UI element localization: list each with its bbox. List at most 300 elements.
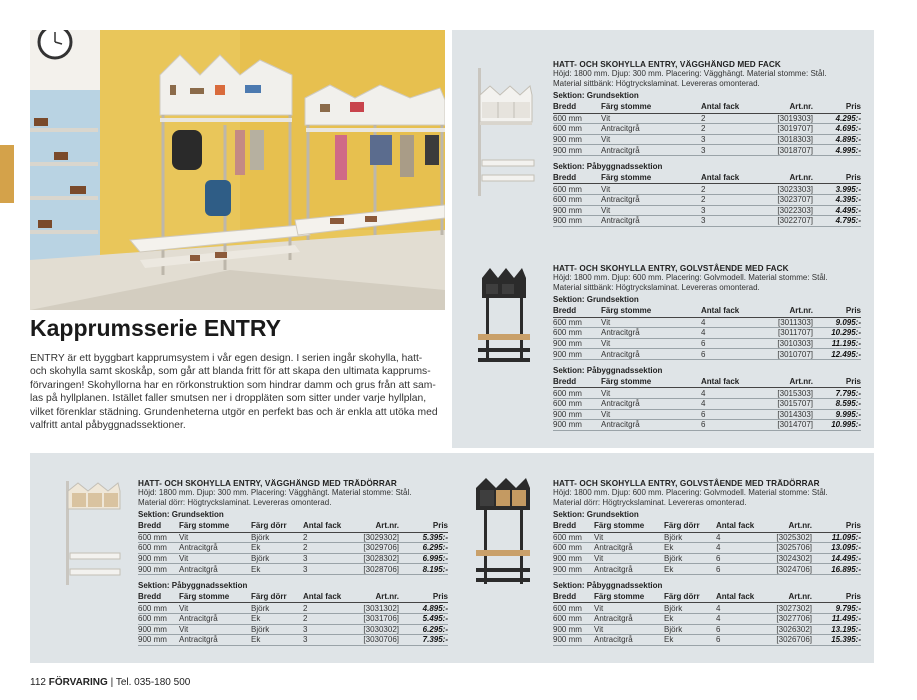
cell-price: 9.795:-	[812, 603, 861, 614]
cell-width: 900 mm	[138, 553, 179, 564]
cell-art-nr: [3030302]	[347, 624, 399, 635]
column-header: Färg stomme	[594, 592, 664, 603]
table-row	[553, 603, 861, 614]
cell-frame-color: Vit	[594, 553, 664, 564]
column-header: Färg dörr	[664, 521, 716, 532]
cell-art-nr: [3028706]	[347, 564, 399, 575]
description-line: Material dörr: Högtryckslaminat. Levereras omonterad.	[553, 498, 747, 507]
column-header: Bredd	[553, 306, 601, 317]
price-table	[553, 592, 861, 646]
column-header: Antal fack	[701, 173, 761, 184]
column-header: Antal fack	[701, 306, 761, 317]
cell-frame-color: Antracitgrå	[601, 145, 701, 156]
cell-frame-color: Antracitgrå	[601, 194, 701, 205]
cell-price: 11.495:-	[812, 613, 861, 624]
page-headline: Kapprumsserie ENTRY	[30, 315, 281, 341]
cell-price: 4.795:-	[813, 216, 861, 227]
cell-price: 6.995:-	[399, 553, 448, 564]
cell-price: 16.895:-	[812, 564, 861, 575]
cell-frame-color: Vit	[179, 624, 251, 635]
column-header: Art.nr.	[761, 377, 813, 388]
description-line: Höjd: 1800 mm. Djup: 300 mm. Placering: Vägghängt. Material stomme: Stål.	[553, 69, 827, 78]
price-table	[553, 521, 861, 575]
cell-compartments: 3	[303, 635, 347, 646]
cell-width: 900 mm	[553, 564, 594, 575]
cell-width: 600 mm	[553, 124, 601, 135]
cell-price: 5.495:-	[399, 613, 448, 624]
column-header: Pris	[399, 521, 448, 532]
cell-price: 7.795:-	[813, 388, 861, 399]
cell-compartments: 4	[701, 328, 761, 339]
cell-compartments: 3	[701, 134, 761, 145]
cell-art-nr: [3023303]	[761, 184, 813, 195]
intro-line: vilket förenklar städning. Grundenheterna utgör en perfekt bas och är enkla att utöka med	[30, 406, 438, 418]
price-table	[553, 173, 861, 227]
cell-price: 9.995:-	[813, 409, 861, 420]
cell-art-nr: [3030706]	[347, 635, 399, 646]
section-heading: Sektion: Påbyggnadssektion	[553, 365, 663, 375]
cell-frame-color: Vit	[601, 184, 701, 195]
cell-frame-color: Vit	[601, 317, 701, 328]
cell-door-color: Björk	[664, 532, 716, 543]
column-header: Art.nr.	[347, 521, 399, 532]
table-row	[553, 409, 861, 420]
description-line: Höjd: 1800 mm. Djup: 600 mm. Placering: Golvmodell. Material stomme: Stål.	[553, 273, 828, 282]
cell-door-color: Björk	[251, 603, 303, 614]
cell-width: 600 mm	[553, 328, 601, 339]
cell-art-nr: [3011303]	[761, 317, 813, 328]
cell-price: 11.095:-	[812, 532, 861, 543]
cell-door-color: Ek	[664, 635, 716, 646]
section-heading: Sektion: Påbyggnadssektion	[553, 580, 663, 590]
cell-compartments: 6	[716, 553, 760, 564]
table-row	[553, 317, 861, 328]
cell-compartments: 4	[701, 317, 761, 328]
product-wall-compartments	[553, 60, 861, 227]
cell-compartments: 6	[701, 420, 761, 431]
cell-door-color: Björk	[251, 532, 303, 543]
cell-door-color: Ek	[251, 543, 303, 554]
table-row	[553, 613, 861, 624]
intro-line: och skohylla samt skoskåp, som går att blanda fritt för att skapa den ultimata kapprums-	[30, 366, 431, 378]
cell-frame-color: Vit	[601, 409, 701, 420]
cell-frame-color: Vit	[601, 205, 701, 216]
cell-art-nr: [3022707]	[761, 216, 813, 227]
table-header-row	[553, 592, 861, 603]
cell-door-color: Björk	[664, 553, 716, 564]
table-row	[553, 532, 861, 543]
cell-art-nr: [3026706]	[760, 635, 812, 646]
cell-width: 900 mm	[553, 349, 601, 360]
cell-compartments: 4	[701, 388, 761, 399]
cell-frame-color: Vit	[601, 388, 701, 399]
column-header: Bredd	[553, 377, 601, 388]
cell-width: 900 mm	[553, 409, 601, 420]
cell-price: 10.995:-	[813, 420, 861, 431]
table-row	[553, 134, 861, 145]
product-title: HATT- OCH SKOHYLLA ENTRY, GOLVSTÅENDE MED FACK	[553, 264, 789, 273]
cell-art-nr: [3027706]	[760, 613, 812, 624]
column-header: Pris	[813, 377, 861, 388]
cell-width: 900 mm	[138, 564, 179, 575]
cell-art-nr: [3029302]	[347, 532, 399, 543]
cell-price: 3.995:-	[813, 184, 861, 195]
cell-frame-color: Antracitgrå	[594, 635, 664, 646]
cell-compartments: 3	[303, 553, 347, 564]
column-header: Färg stomme	[601, 306, 701, 317]
page-footer	[30, 677, 190, 688]
cell-compartments: 2	[701, 124, 761, 135]
table-header-row	[553, 173, 861, 184]
cell-compartments: 6	[701, 349, 761, 360]
cell-compartments: 2	[701, 113, 761, 124]
product-image-wall-doors	[60, 477, 130, 587]
cell-width: 600 mm	[138, 532, 179, 543]
product-image-floor-compartments	[468, 262, 538, 372]
section-heading: Sektion: Grundsektion	[553, 510, 639, 519]
cell-frame-color: Antracitgrå	[601, 216, 701, 227]
cell-art-nr: [3015303]	[761, 388, 813, 399]
table-row	[553, 124, 861, 135]
cell-door-color: Björk	[251, 624, 303, 635]
column-header: Pris	[813, 306, 861, 317]
price-table	[553, 377, 861, 431]
cell-art-nr: [3031706]	[347, 613, 399, 624]
table-row	[553, 328, 861, 339]
cell-door-color: Ek	[664, 564, 716, 575]
table-row	[138, 553, 448, 564]
cell-art-nr: [3018303]	[761, 134, 813, 145]
description-line: Höjd: 1800 mm. Djup: 300 mm. Placering: Vägghängt. Material stomme: Stål.	[138, 488, 412, 497]
table-row	[553, 564, 861, 575]
column-header: Färg stomme	[601, 377, 701, 388]
cell-price: 15.395:-	[812, 635, 861, 646]
price-table	[553, 102, 861, 156]
cell-width: 900 mm	[138, 635, 179, 646]
cell-width: 600 mm	[138, 543, 179, 554]
cell-price: 9.095:-	[813, 317, 861, 328]
product-title: HATT- OCH SKOHYLLA ENTRY, VÄGGHÄNGD MED FACK	[553, 60, 781, 69]
column-header: Art.nr.	[761, 102, 813, 113]
cell-compartments: 6	[716, 635, 760, 646]
cell-art-nr: [3019303]	[761, 113, 813, 124]
table-row	[553, 184, 861, 195]
cell-art-nr: [3011707]	[761, 328, 813, 339]
cell-art-nr: [3022303]	[761, 205, 813, 216]
cell-width: 900 mm	[553, 134, 601, 145]
cell-frame-color: Antracitgrå	[594, 564, 664, 575]
cell-frame-color: Vit	[179, 532, 251, 543]
cell-width: 900 mm	[553, 624, 594, 635]
cell-price: 13.195:-	[812, 624, 861, 635]
product-image-wall-compartments	[470, 60, 540, 200]
cell-price: 8.195:-	[399, 564, 448, 575]
cell-price: 4.295:-	[813, 113, 861, 124]
footer-separator: |	[110, 677, 114, 688]
description-line: Höjd: 1800 mm. Djup: 600 mm. Placering: Golvmodell. Material stomme: Stål.	[553, 488, 828, 497]
cell-frame-color: Vit	[594, 603, 664, 614]
cell-width: 900 mm	[553, 205, 601, 216]
cell-art-nr: [3015707]	[761, 398, 813, 409]
intro-line: förvaringen! Skohyllorna har en rörkonstruktion som hindrar damm och grus från att sam-	[30, 379, 436, 391]
table-row	[138, 564, 448, 575]
table-row	[553, 624, 861, 635]
cell-width: 600 mm	[553, 613, 594, 624]
cloakroom-photo	[30, 30, 445, 310]
cell-price: 4.695:-	[813, 124, 861, 135]
cell-compartments: 3	[303, 564, 347, 575]
column-header: Färg dörr	[664, 592, 716, 603]
column-header: Art.nr.	[761, 306, 813, 317]
cell-width: 900 mm	[553, 145, 601, 156]
product-title: HATT- OCH SKOHYLLA ENTRY, GOLVSTÅENDE MED TRÄDÖRRAR	[553, 479, 820, 488]
price-table	[138, 521, 448, 575]
cell-width: 600 mm	[553, 388, 601, 399]
cell-art-nr: [3026302]	[760, 624, 812, 635]
cell-frame-color: Antracitgrå	[179, 543, 251, 554]
intro-text	[30, 352, 448, 432]
cell-art-nr: [3027302]	[760, 603, 812, 614]
cell-compartments: 3	[701, 205, 761, 216]
cell-compartments: 4	[716, 532, 760, 543]
cell-art-nr: [3025706]	[760, 543, 812, 554]
cell-art-nr: [3019707]	[761, 124, 813, 135]
cell-frame-color: Antracitgrå	[594, 543, 664, 554]
column-header: Art.nr.	[760, 521, 812, 532]
table-row	[553, 113, 861, 124]
cell-width: 600 mm	[553, 317, 601, 328]
cell-width: 600 mm	[553, 398, 601, 409]
cell-frame-color: Antracitgrå	[179, 613, 251, 624]
table-row	[138, 635, 448, 646]
column-header: Färg stomme	[601, 102, 701, 113]
table-row	[553, 398, 861, 409]
cell-price: 4.895:-	[813, 134, 861, 145]
cell-art-nr: [3029706]	[347, 543, 399, 554]
section-name: FÖRVARING	[48, 677, 108, 688]
cell-frame-color: Antracitgrå	[601, 349, 701, 360]
cell-frame-color: Vit	[594, 532, 664, 543]
column-header: Pris	[813, 102, 861, 113]
cell-price: 6.295:-	[399, 624, 448, 635]
cell-door-color: Björk	[251, 553, 303, 564]
table-row	[138, 613, 448, 624]
cell-frame-color: Vit	[601, 134, 701, 145]
table-row	[553, 349, 861, 360]
column-header: Bredd	[138, 592, 179, 603]
cell-compartments: 2	[701, 194, 761, 205]
cell-compartments: 6	[701, 338, 761, 349]
cell-frame-color: Vit	[179, 603, 251, 614]
product-wall-doors	[138, 479, 448, 646]
column-header: Antal fack	[716, 521, 760, 532]
table-header-row	[553, 102, 861, 113]
cell-compartments: 4	[716, 613, 760, 624]
product-description	[553, 273, 861, 293]
cell-compartments: 2	[303, 603, 347, 614]
cell-price: 4.995:-	[813, 145, 861, 156]
page-number: 112	[30, 677, 46, 688]
column-header: Bredd	[553, 173, 601, 184]
column-header: Färg dörr	[251, 521, 303, 532]
cell-frame-color: Antracitgrå	[179, 564, 251, 575]
table-row	[553, 553, 861, 564]
table-row	[553, 338, 861, 349]
cell-compartments: 6	[716, 564, 760, 575]
table-row	[553, 420, 861, 431]
section-heading: Sektion: Grundsektion	[553, 295, 639, 304]
table-header-row	[138, 521, 448, 532]
table-header-row	[553, 377, 861, 388]
cell-price: 10.295:-	[813, 328, 861, 339]
cell-compartments: 3	[701, 216, 761, 227]
cell-compartments: 6	[716, 624, 760, 635]
cell-art-nr: [3023707]	[761, 194, 813, 205]
column-header: Antal fack	[701, 377, 761, 388]
table-header-row	[553, 306, 861, 317]
cell-frame-color: Antracitgrå	[601, 398, 701, 409]
section-tab-marker	[0, 145, 14, 203]
intro-line: valfritt antal påbyggnadssektioner.	[30, 420, 186, 432]
cell-art-nr: [3031302]	[347, 603, 399, 614]
cell-width: 600 mm	[553, 543, 594, 554]
cell-price: 8.595:-	[813, 398, 861, 409]
column-header: Antal fack	[716, 592, 760, 603]
cell-width: 600 mm	[553, 194, 601, 205]
column-header: Antal fack	[701, 102, 761, 113]
cell-compartments: 4	[716, 603, 760, 614]
product-description	[553, 488, 861, 508]
cell-compartments: 3	[303, 624, 347, 635]
cell-price: 4.895:-	[399, 603, 448, 614]
column-header: Bredd	[553, 592, 594, 603]
cell-width: 900 mm	[553, 216, 601, 227]
table-row	[138, 603, 448, 614]
cell-frame-color: Vit	[179, 553, 251, 564]
cell-frame-color: Antracitgrå	[601, 124, 701, 135]
cell-frame-color: Antracitgrå	[601, 328, 701, 339]
cell-compartments: 2	[701, 184, 761, 195]
table-row	[553, 543, 861, 554]
product-floor-compartments	[553, 264, 861, 431]
column-header: Pris	[813, 173, 861, 184]
column-header: Färg stomme	[179, 521, 251, 532]
cell-door-color: Björk	[664, 624, 716, 635]
cell-door-color: Ek	[664, 543, 716, 554]
column-header: Antal fack	[303, 521, 347, 532]
column-header: Antal fack	[303, 592, 347, 603]
cell-width: 600 mm	[553, 113, 601, 124]
intro-line: ENTRY är ett byggbart kapprumsystem i vår egen design. I serien ingår skohylla, hatt-	[30, 353, 423, 364]
cell-door-color: Ek	[251, 613, 303, 624]
cell-compartments: 4	[701, 398, 761, 409]
column-header: Bredd	[553, 521, 594, 532]
column-header: Bredd	[138, 521, 179, 532]
cell-price: 4.495:-	[813, 205, 861, 216]
table-row	[138, 532, 448, 543]
cell-frame-color: Antracitgrå	[594, 613, 664, 624]
cell-width: 900 mm	[553, 420, 601, 431]
cell-art-nr: [3028302]	[347, 553, 399, 564]
column-header: Pris	[399, 592, 448, 603]
description-line: Material dörr: Högtryckslaminat. Levereras omonterad.	[138, 498, 332, 507]
cell-door-color: Ek	[664, 613, 716, 624]
column-header: Art.nr.	[760, 592, 812, 603]
cell-frame-color: Vit	[601, 113, 701, 124]
column-header: Färg dörr	[251, 592, 303, 603]
cell-compartments: 2	[303, 543, 347, 554]
cell-compartments: 3	[701, 145, 761, 156]
cell-art-nr: [3010303]	[761, 338, 813, 349]
table-row	[553, 205, 861, 216]
cell-compartments: 2	[303, 613, 347, 624]
cell-compartments: 6	[701, 409, 761, 420]
table-row	[553, 216, 861, 227]
product-title: HATT- OCH SKOHYLLA ENTRY, VÄGGHÄNGD MED TRÄDÖRRAR	[138, 479, 397, 488]
cell-frame-color: Vit	[601, 338, 701, 349]
product-description	[553, 69, 861, 89]
cell-door-color: Björk	[664, 603, 716, 614]
section-heading: Sektion: Grundsektion	[138, 510, 224, 519]
description-line: Material sittbänk: Högtryckslaminat. Levereras omonterad.	[553, 79, 760, 88]
cell-width: 600 mm	[553, 532, 594, 543]
column-header: Färg stomme	[594, 521, 664, 532]
cell-price: 6.295:-	[399, 543, 448, 554]
cell-price: 11.195:-	[813, 338, 861, 349]
cell-art-nr: [3014707]	[761, 420, 813, 431]
cell-door-color: Ek	[251, 635, 303, 646]
product-image-floor-doors	[468, 472, 538, 592]
table-row	[138, 543, 448, 554]
cell-price: 14.495:-	[812, 553, 861, 564]
cell-width: 600 mm	[138, 613, 179, 624]
cell-width: 600 mm	[138, 603, 179, 614]
section-heading: Sektion: Påbyggnadssektion	[138, 580, 248, 590]
table-row	[553, 194, 861, 205]
table-row	[553, 635, 861, 646]
column-header: Bredd	[553, 102, 601, 113]
cell-price: 4.395:-	[813, 194, 861, 205]
section-heading: Sektion: Påbyggnadssektion	[553, 161, 663, 171]
price-table	[553, 306, 861, 360]
cell-frame-color: Antracitgrå	[601, 420, 701, 431]
cell-art-nr: [3024706]	[760, 564, 812, 575]
table-row	[138, 624, 448, 635]
cell-price: 7.395:-	[399, 635, 448, 646]
table-header-row	[138, 592, 448, 603]
product-description	[138, 488, 448, 508]
cell-art-nr: [3018707]	[761, 145, 813, 156]
cell-art-nr: [3024302]	[760, 553, 812, 564]
cell-door-color: Ek	[251, 564, 303, 575]
cell-frame-color: Vit	[594, 624, 664, 635]
cell-price: 5.395:-	[399, 532, 448, 543]
column-header: Art.nr.	[761, 173, 813, 184]
cell-compartments: 4	[716, 543, 760, 554]
phone-number: Tel. 035-180 500	[115, 677, 191, 688]
cell-width: 600 mm	[553, 184, 601, 195]
cell-art-nr: [3025302]	[760, 532, 812, 543]
column-header: Pris	[812, 521, 861, 532]
intro-line: las på hyllplanen. Istället faller smutsen ner i droppläten som sitter under varje hyllplan,	[30, 393, 427, 405]
cell-art-nr: [3014303]	[761, 409, 813, 420]
cell-compartments: 2	[303, 532, 347, 543]
cell-width: 900 mm	[553, 553, 594, 564]
cell-price: 13.095:-	[812, 543, 861, 554]
table-row	[553, 145, 861, 156]
cell-width: 900 mm	[138, 624, 179, 635]
column-header: Art.nr.	[347, 592, 399, 603]
